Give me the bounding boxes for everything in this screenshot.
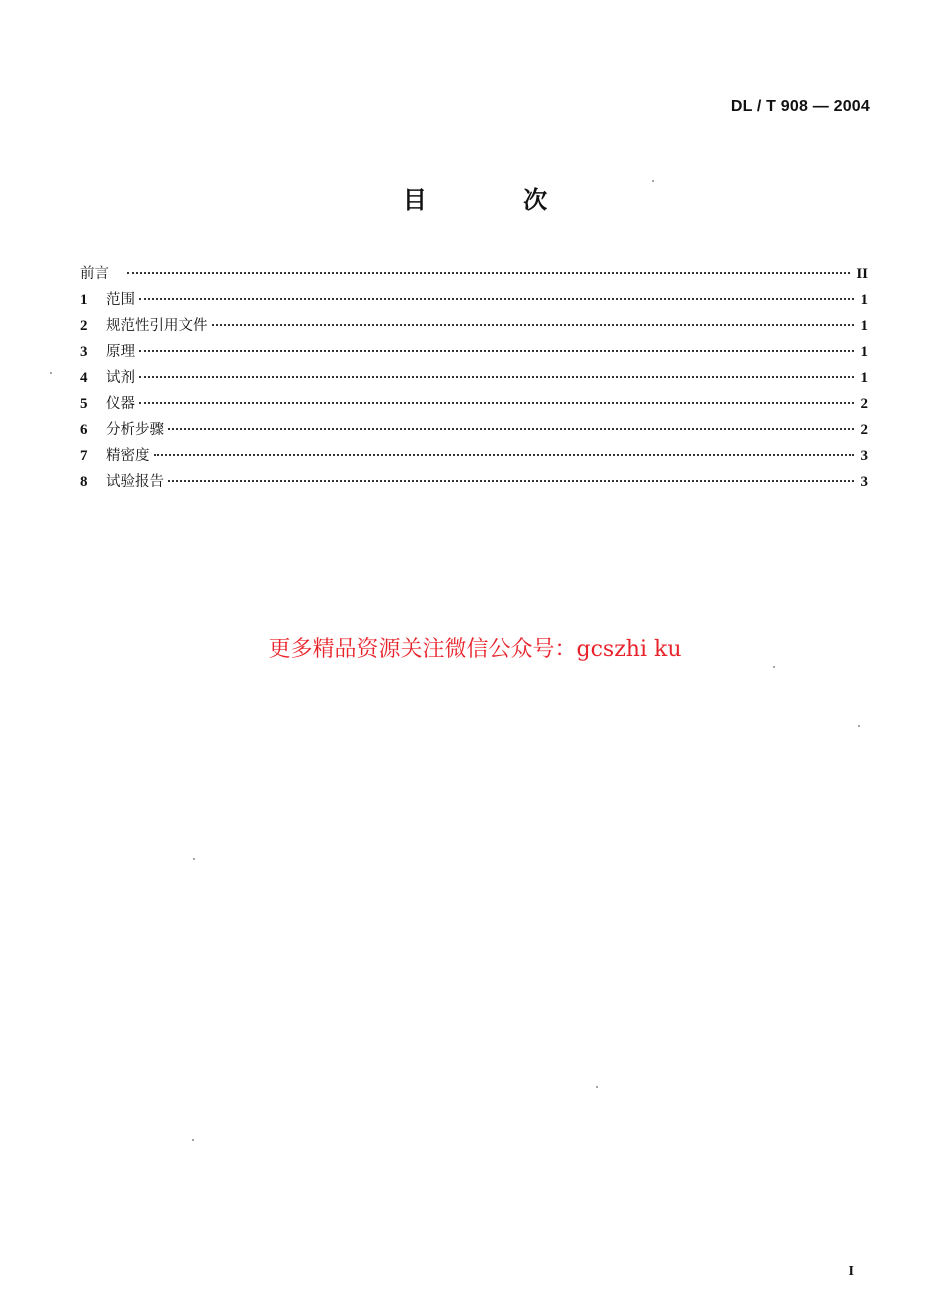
toc-row[interactable] <box>80 470 868 496</box>
toc-leader-dots <box>139 376 854 378</box>
toc-section-number: 4 <box>80 370 88 386</box>
scan-speck <box>50 372 52 374</box>
toc-section-number: 6 <box>80 422 88 438</box>
scan-speck <box>596 1086 598 1088</box>
toc-page-number: II <box>856 266 868 282</box>
toc-section-number: 3 <box>80 344 88 360</box>
toc-label: 精密度 <box>106 448 150 464</box>
toc-leader-dots <box>168 480 854 482</box>
toc-leader-dots <box>139 298 854 300</box>
toc-section-number: 7 <box>80 448 88 464</box>
toc-section-number: 5 <box>80 396 88 412</box>
toc-row[interactable] <box>80 444 868 470</box>
toc-label: 分析步骤 <box>106 422 164 438</box>
toc-label: 仪器 <box>106 396 135 412</box>
toc-label: 原理 <box>106 344 135 360</box>
toc-row[interactable] <box>80 392 868 418</box>
scan-speck <box>192 1139 194 1141</box>
toc-section-number: 8 <box>80 474 88 490</box>
toc-page-number: 3 <box>860 448 868 464</box>
toc-leader-dots <box>154 454 855 456</box>
promo-watermark-text: 更多精品资源关注微信公众号：gcszhi ku <box>268 637 682 662</box>
toc-page-number: 1 <box>860 370 868 386</box>
toc-label: 前言 <box>80 266 109 282</box>
page-title: 目 次 <box>402 186 592 214</box>
toc-leader-dots <box>127 272 850 274</box>
toc-leader-dots <box>139 350 854 352</box>
toc-label: 试剂 <box>106 370 135 386</box>
toc-page-number: 3 <box>860 474 868 490</box>
toc-label: 范围 <box>106 292 135 308</box>
toc-page-number: 1 <box>860 318 868 334</box>
toc-page-number: 1 <box>860 344 868 360</box>
toc-leader-dots <box>168 428 854 430</box>
standard-number: DL / T 908 — 2004 <box>730 98 870 115</box>
toc-row[interactable] <box>80 340 868 366</box>
toc-section-number: 1 <box>80 292 88 308</box>
page-number: I <box>848 1264 854 1279</box>
scan-speck <box>193 858 195 860</box>
toc-page-number: 2 <box>860 396 868 412</box>
scan-speck <box>773 666 775 668</box>
toc-page-number: 2 <box>860 422 868 438</box>
scan-speck <box>858 725 860 727</box>
toc-row[interactable] <box>80 366 868 392</box>
toc-row[interactable] <box>80 314 868 340</box>
toc-row-foreword[interactable] <box>80 262 868 288</box>
toc-label: 试验报告 <box>106 474 164 490</box>
toc-row[interactable] <box>80 418 868 444</box>
toc-row[interactable] <box>80 288 868 314</box>
toc-leader-dots <box>212 324 855 326</box>
toc-label: 规范性引用文件 <box>106 318 208 334</box>
toc-leader-dots <box>139 402 854 404</box>
toc-page-number: 1 <box>860 292 868 308</box>
toc-section-number: 2 <box>80 318 88 334</box>
scan-speck <box>652 180 654 182</box>
table-of-contents <box>80 262 868 496</box>
